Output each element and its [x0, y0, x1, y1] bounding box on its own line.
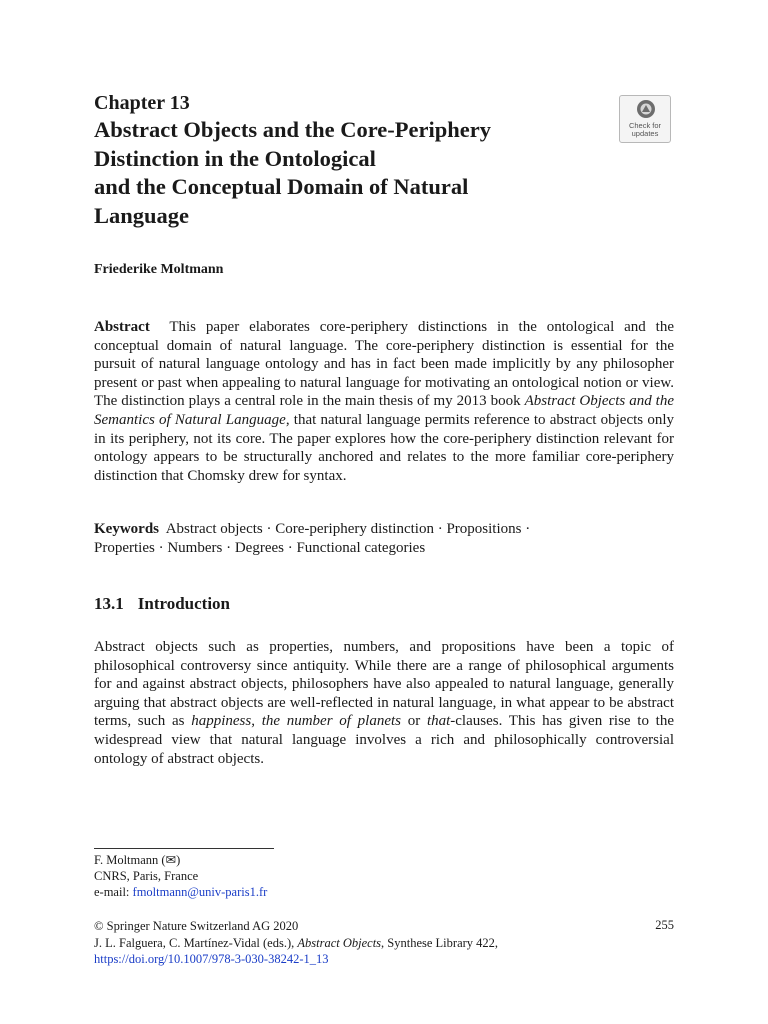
page-number: 255: [655, 918, 674, 932]
abstract-label: Abstract: [94, 319, 150, 335]
chapter-title-line: Distinction in the Ontological: [94, 145, 376, 171]
copyright: © Springer Nature Switzerland AG 2020: [94, 919, 299, 933]
keyword: Propositions: [446, 521, 522, 537]
abstract-book-title: Abstract Objects and the Semantics of Natural Language: [94, 393, 674, 428]
keyword: Core-periphery distinction: [275, 521, 434, 537]
chapter-title: [94, 116, 594, 230]
doi-link[interactable]: https://doi.org/10.1007/978-3-030-38242-1_13: [94, 952, 329, 966]
example-term: that: [426, 713, 451, 730]
author-footnote: F. Moltmann (✉) CNRS, Paris, France e-mail: fmoltmann@univ-paris1.fr: [94, 853, 268, 899]
keyword: Numbers: [167, 539, 223, 556]
author-name: Friederike Moltmann: [94, 262, 224, 277]
email-link[interactable]: fmoltmann@univ-paris1.fr: [132, 885, 268, 899]
citation: J. L. Falguera, C. Martínez-Vidal (eds.), Abstract Objects, Synthese Library 422,: [94, 935, 499, 950]
author-affiliation: CNRS, Paris, France: [94, 869, 199, 883]
footnote-divider: [94, 848, 274, 849]
abstract: [94, 318, 674, 485]
abstract-text: This paper elaborates core-periphery distinctions in the ontological and the conceptual domain of natural language. The core-periphery distinction is essential for the pursuit of natural language ontology and has in fact been made implicitly by any philosopher present or past when appealing to natural language for motivating an ontological notion or view. The distinction plays a central role in the main thesis of my 2013 book: [94, 319, 675, 410]
abstract-text-end: , that natural language permits reference to abstract objects only in its periphery, not its core. The paper explores how the core-periphery distinction relevant for ontology appears to be structurally anchored and relates to the more familiar core-periphery distinction that Chomsky drew for syntax.: [94, 411, 674, 484]
keywords-label: Keywords: [94, 521, 159, 537]
intro-paragraph: Abstract objects such as properties, numbers, and propositions have been a topic of philosophical controversy since antiquity. While there are a range of philosophical arguments for and against abstract objects, philosophers have also appealed to natural language, generally arguing that abstract objects are well-reflected in natural language, in what appear to be abstract terms, such as happiness, the number of planets or that-clauses. This has given rise to the widespread view that natural language involves a rich and philosophically controversial ontology of abstract objects.: [94, 639, 675, 767]
example-term: the number of planets: [261, 713, 401, 730]
citation-footer: [94, 918, 674, 968]
section-number: 13.1: [94, 594, 124, 613]
section-title: Introduction: [137, 594, 231, 613]
keyword: Abstract objects: [165, 521, 263, 537]
keyword: Functional categories: [296, 539, 426, 556]
section-heading: [94, 594, 230, 614]
keyword: Properties: [94, 539, 155, 556]
chapter-title-line: Language: [94, 202, 190, 228]
badge-text: Check for updates: [628, 121, 662, 138]
chapter-title-line: Abstract Objects and the Core-Periphery: [94, 117, 492, 142]
check-for-updates-badge[interactable]: [619, 95, 671, 143]
keywords: Keywords Abstract objects · Core-periphery distinction · Propositions · Properties · Numbers · Degrees · Functional categories: [94, 521, 531, 556]
keyword: Degrees: [234, 539, 284, 556]
paper-page: [94, 0, 674, 1024]
chapter-title-line: and the Conceptual Domain of Natural: [94, 174, 469, 199]
chapter-label: Chapter 13: [94, 92, 190, 114]
check-for-updates-icon: [636, 99, 656, 119]
example-term: happiness: [191, 713, 252, 730]
envelope-icon: ✉: [165, 853, 177, 867]
